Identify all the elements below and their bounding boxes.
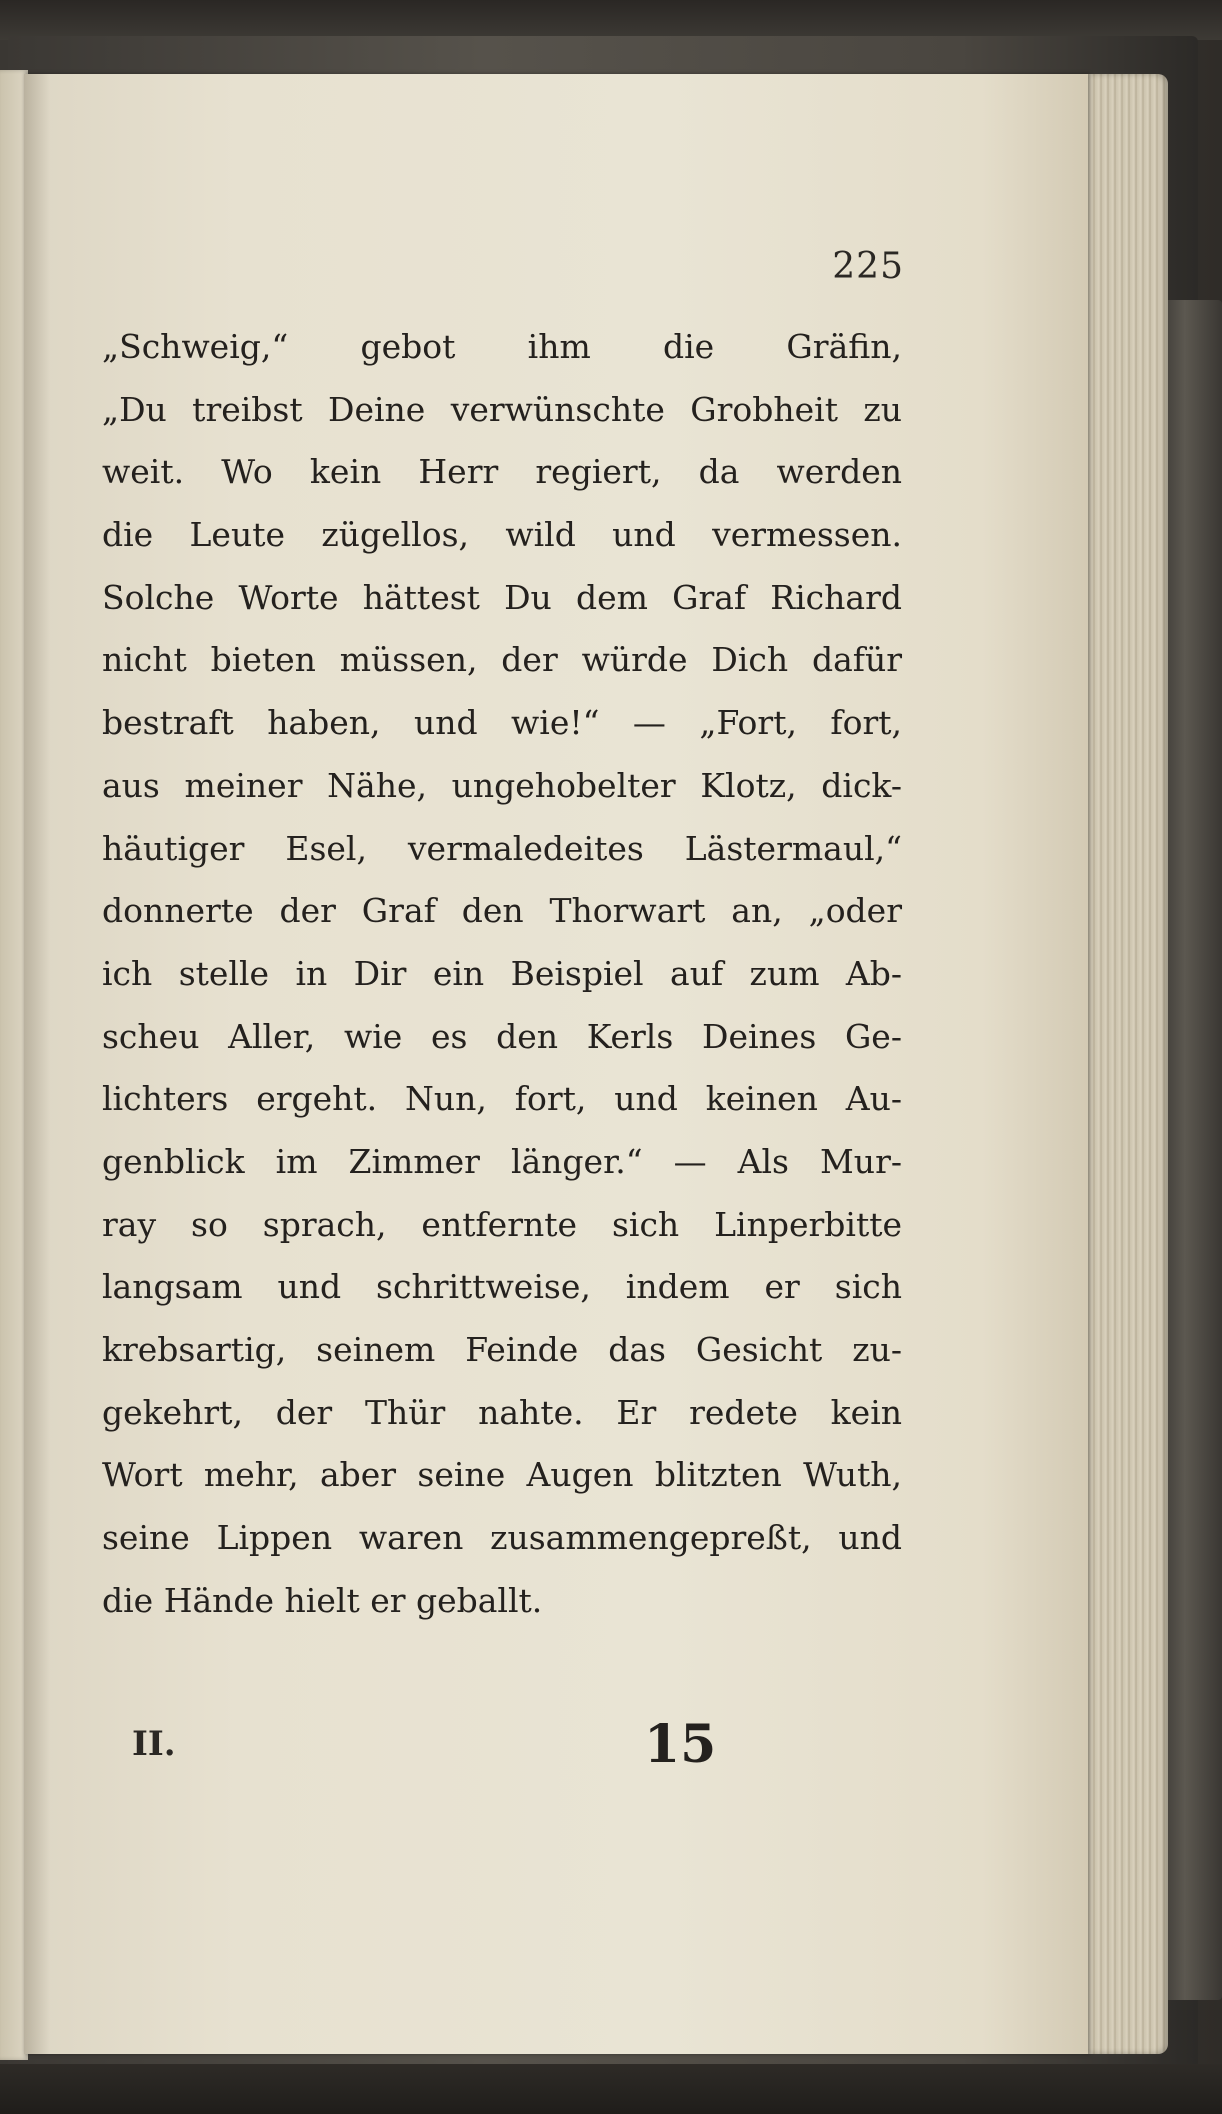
text-line: gekehrt, der Thür nahte. Er redete kein [102, 1392, 902, 1432]
text-line: nicht bieten müssen, der würde Dich dafür [102, 640, 902, 680]
gutter-shadow [24, 74, 50, 2054]
cover-top-edge [0, 0, 1222, 40]
page-number: 225 [832, 246, 904, 287]
text-line: bestraft haben, und wie!“ — „Fort, fort, [102, 703, 902, 743]
text-line: ray so sprach, entfernte sich Linperbitte [102, 1204, 902, 1244]
text-line: lichters ergeht. Nun, fort, und keinen Au- [102, 1079, 902, 1119]
text-line: scheu Aller, wie es den Kerls Deines Ge- [102, 1016, 902, 1056]
text-line: Wort mehr, aber seine Augen blitzten Wuth, [102, 1455, 902, 1495]
text-line: ich stelle in Dir ein Beispiel auf zum Ab- [102, 953, 902, 993]
text-line: häutiger Esel, vermaledeites Lästermaul,“ [102, 828, 902, 868]
text-line: die Leute zügellos, wild und vermessen. [102, 515, 902, 555]
cover-right-edge [1160, 300, 1222, 2000]
sheet-number: 15 [644, 1714, 717, 1775]
text-line: die Hände hielt er geballt. [102, 1580, 543, 1620]
text-line: seine Lippen waren zusammengepreßt, und [102, 1518, 902, 1558]
text-line: langsam und schrittweise, indem er sich [102, 1267, 902, 1307]
text-line: donnerte der Graf den Thorwart an, „oder [102, 891, 902, 931]
text-line: aus meiner Nähe, ungehobelter Klotz, dick- [102, 765, 902, 805]
text-line: genblick im Zimmer länger.“ — Als Mur- [102, 1141, 902, 1181]
cover-bottom-edge [0, 2064, 1222, 2114]
book-page [24, 74, 1088, 2054]
signature-mark: II. [132, 1724, 176, 1764]
text-line: Solche Worte hättest Du dem Graf Richard [102, 577, 902, 617]
text-line: „Schweig,“ gebot ihm die Gräfin, [102, 327, 902, 366]
text-line: krebsartig, seinem Feinde das Gesicht zu- [102, 1330, 902, 1369]
text-line: „Du treibst Deine verwünschte Grobheit zu [102, 389, 902, 429]
body-text [102, 316, 902, 1632]
text-line: weit. Wo kein Herr regiert, da werden [102, 452, 902, 492]
